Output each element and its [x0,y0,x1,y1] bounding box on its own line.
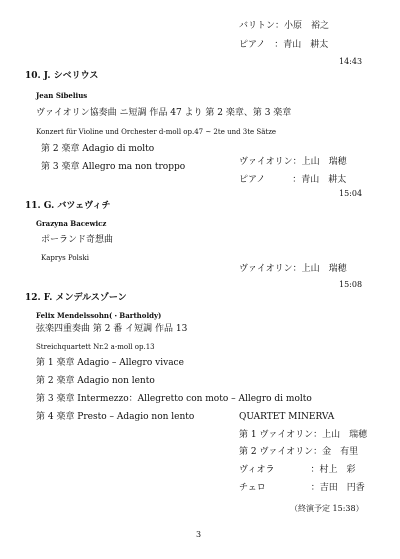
program-heading-11: 11. G. バツェヴィチ [25,201,111,211]
performer-11-1: ヴァイオリン：上山 瑞穂 [239,264,347,274]
movement-12-3: 第 3 楽章 Intermezzo：Allegretto con moto – Allegro di molto [36,394,312,404]
movement-12-2: 第 2 楽章 Adagio non lento [36,376,155,386]
work-title-pl-11: Kaprys Polski [41,254,89,262]
time-stamp: 15:08 [339,280,363,289]
performer-10-2: ピアノ ：青山 耕太 [239,175,347,185]
time-stamp: 15:04 [339,189,363,198]
credit-piano: ピアノ ：青山 耕太 [239,40,329,50]
performer-12-3: ヴィオラ ：村上 彩 [239,465,356,475]
work-title-ja-10: ヴァイオリン協奏曲 ニ短調 作品 47 より 第 2 楽章、第 3 楽章 [36,108,292,118]
performer-12-2: 第 2 ヴァイオリン：金 有里 [239,447,359,457]
movement-10-1: 第 2 楽章 Adagio di molto [41,144,155,154]
movement-12-1: 第 1 楽章 Adagio – Allegro vivace [36,358,184,368]
composer-en-11: Grazyna Bacewicz [36,219,107,228]
work-title-ja-11: ポーランド奇想曲 [41,235,114,245]
work-title-ja-12: 弦楽四重奏曲 第 2 番 イ短調 作品 13 [36,324,188,334]
end-time-note: （終演予定 15:38） [290,504,364,513]
composer-en-12: Felix Mendelssohn(・Bartholdy) [36,311,162,320]
program-heading-10: 10. J. シベリウス [25,71,99,81]
ensemble-name: QUARTET MINERVA [239,412,335,422]
work-title-de-10: Konzert für Violine und Orchester d-moll op.47 ~ 2te und 3te Sätze [36,128,277,136]
performer-10-1: ヴァイオリン：上山 瑞穂 [239,157,347,167]
performer-12-1: 第 1 ヴァイオリン：上山 瑞穂 [239,430,368,440]
work-title-de-12: Streichquartett Nr.2 a-moll op.13 [36,343,155,351]
performer-12-4: チェロ ：吉田 円香 [239,483,365,493]
movement-10-2: 第 3 楽章 Allegro ma non troppo [41,162,186,172]
program-heading-12: 12. F. メンデルスゾーン [25,293,127,303]
time-stamp: 14:43 [339,57,363,66]
page-number: 3 [196,530,202,539]
credit-baritone: バリトン：小原 裕之 [239,21,330,31]
composer-en-10: Jean Sibelius [36,91,88,100]
movement-12-4: 第 4 楽章 Presto – Adagio non lento [36,412,195,422]
